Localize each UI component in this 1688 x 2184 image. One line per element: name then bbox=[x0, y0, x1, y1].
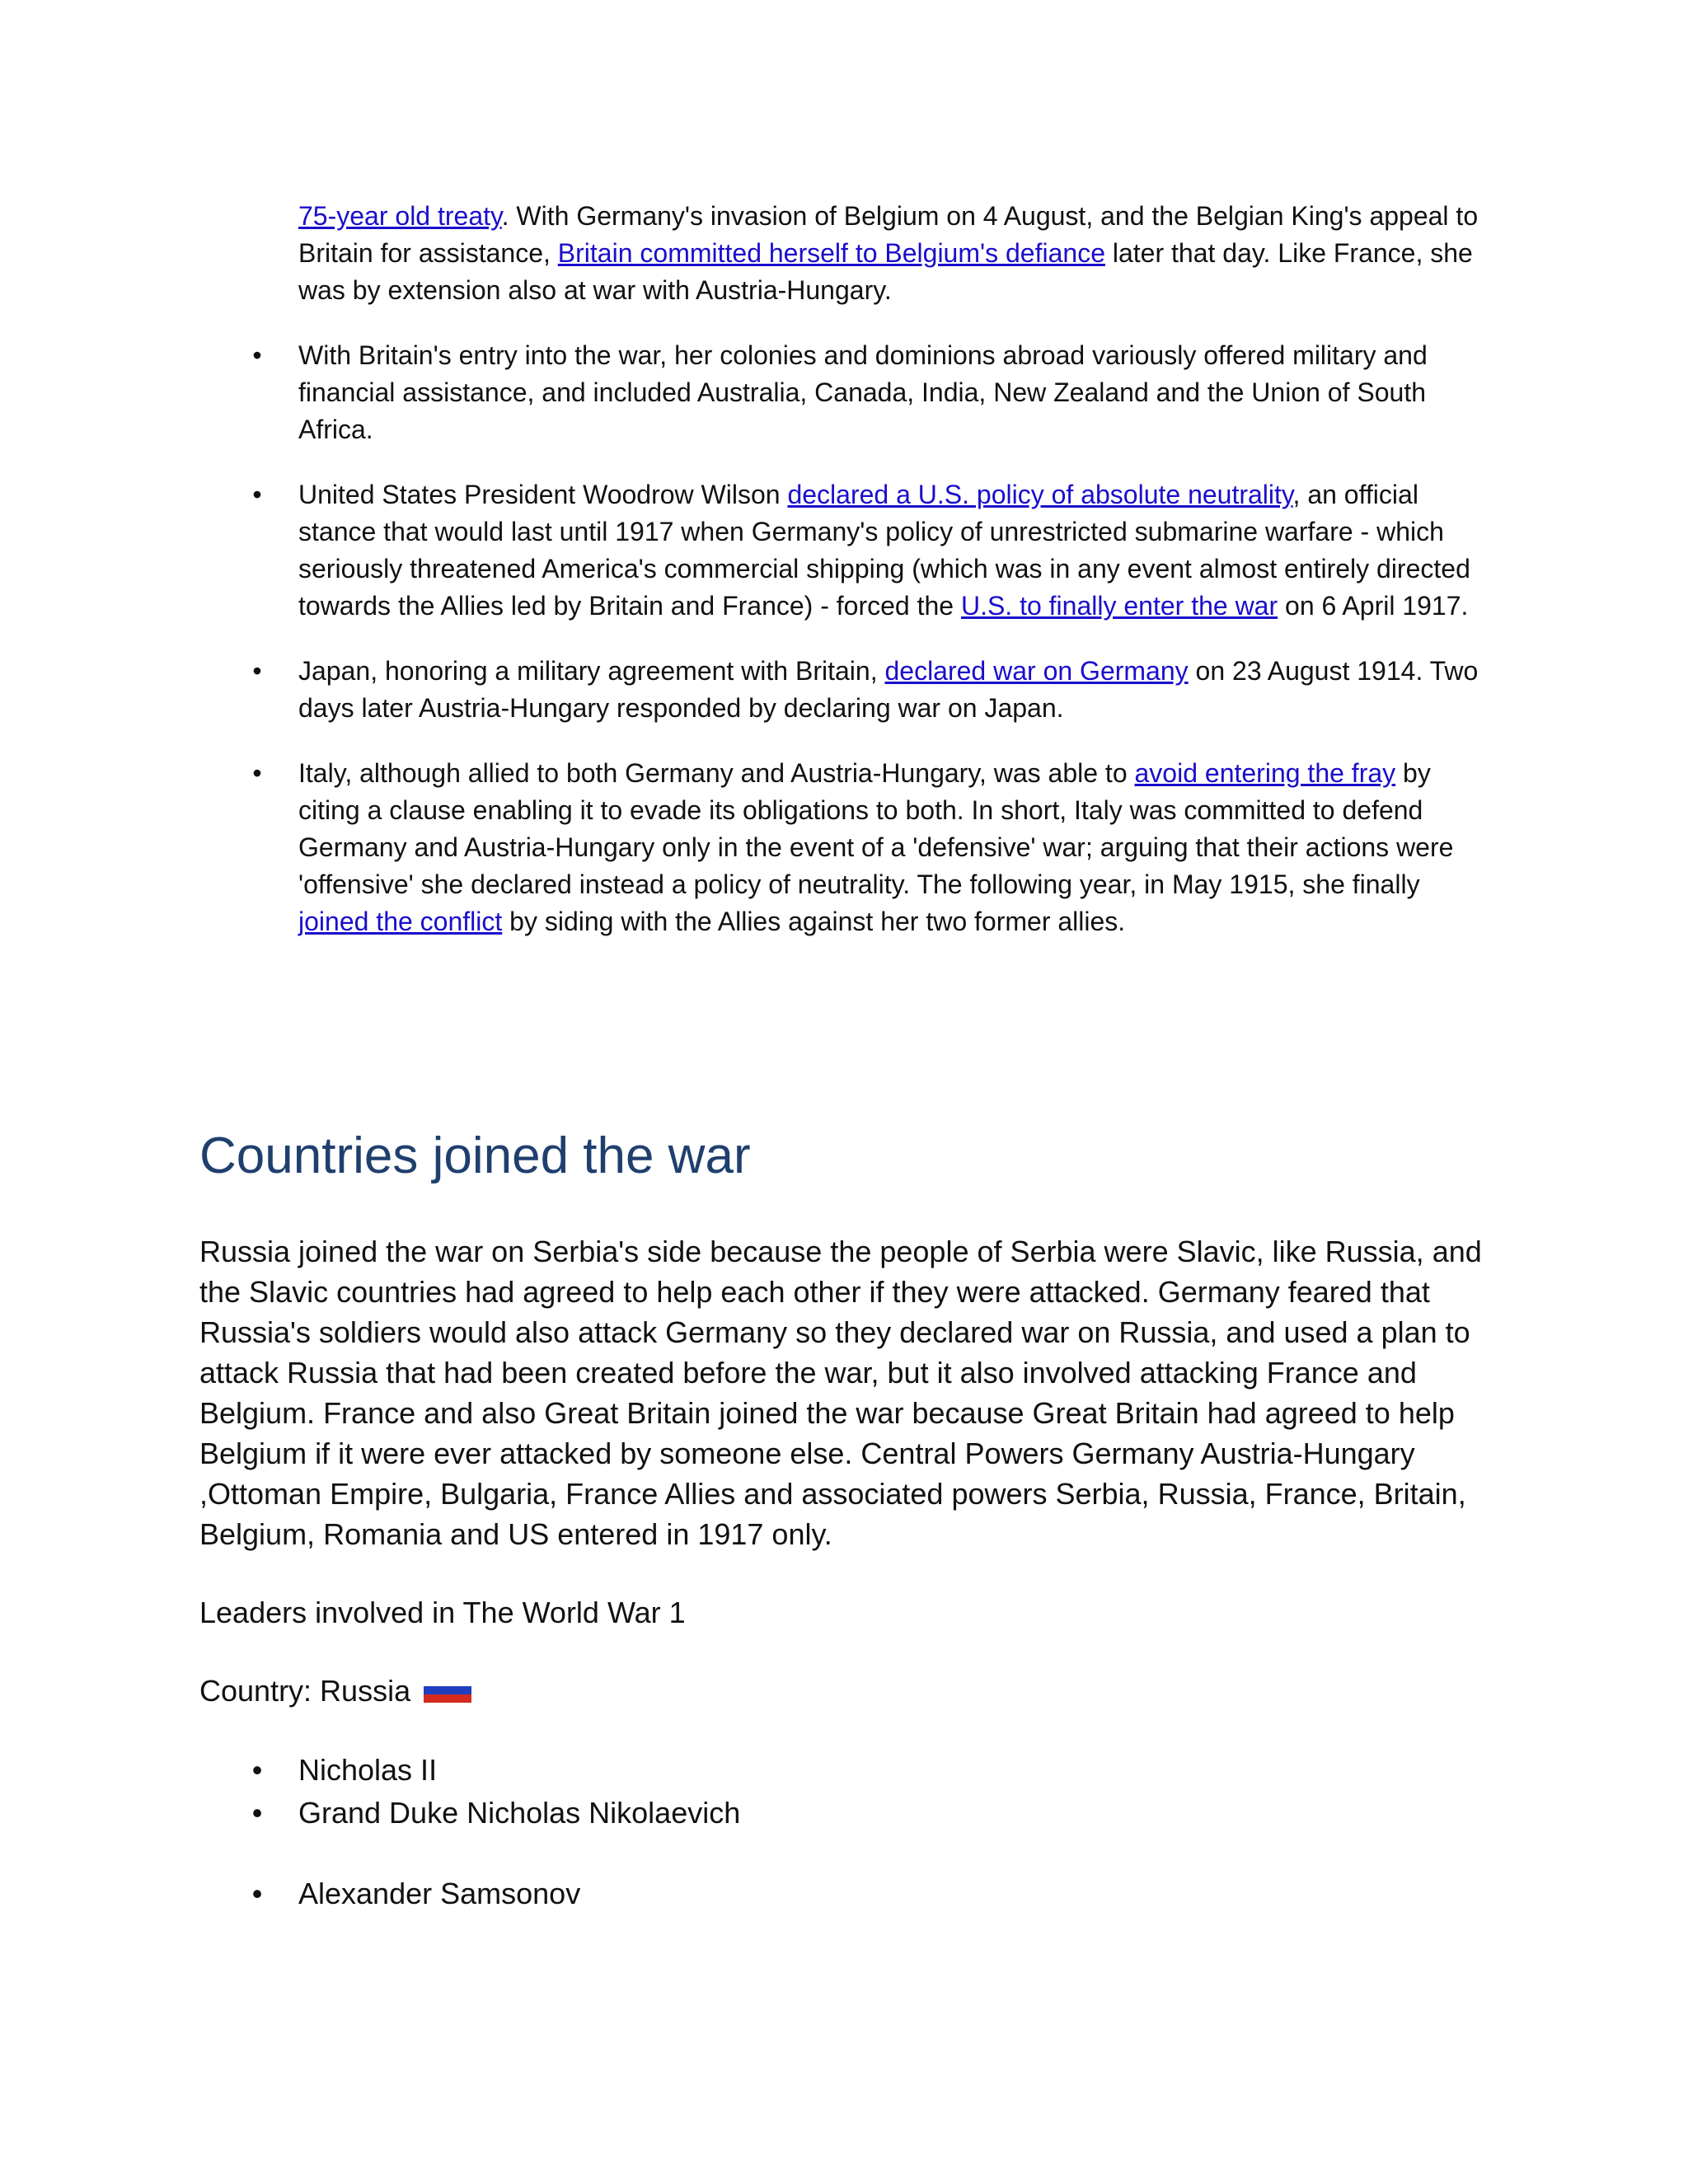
text: by citing a clause enabling it to evade its obligations to both. In short, Italy was committed to defend Germany and Austria-Hungary only in the event of a 'defensive' war; arguing that their actions were 'offensive' she declared instead a policy of neutrality. The following year, in May 1915, she finally bbox=[298, 758, 1454, 899]
leader-name: Grand Duke Nicholas Nikolaevich bbox=[298, 1796, 741, 1830]
section-heading: Countries joined the war bbox=[199, 1127, 751, 1184]
link-avoid-fray[interactable]: avoid entering the fray bbox=[1134, 758, 1396, 788]
list-item-continuation bbox=[298, 198, 1493, 309]
leaders-title: Leaders involved in The World War 1 bbox=[199, 1596, 686, 1629]
text: on 23 August 1914. Two days later Austria-Hungary responded by declaring war on Japan. bbox=[298, 656, 1479, 723]
link-us-enter-war[interactable]: U.S. to finally enter the war bbox=[960, 591, 1278, 621]
list-item-italy bbox=[199, 755, 1493, 940]
text: . With Germany's invasion of Belgium on 4 August, and the Belgian King's appeal to Britain for assistance, bbox=[298, 201, 1479, 268]
link-joined-conflict[interactable]: joined the conflict bbox=[298, 907, 503, 936]
leader-name: Alexander Samsonov bbox=[298, 1877, 581, 1910]
text: later that day. Like France, she was by extension also at war with Austria-Hungary. bbox=[298, 238, 1473, 305]
link-75-year-treaty[interactable]: 75-year old treaty bbox=[298, 201, 502, 231]
list-item-us bbox=[199, 476, 1493, 625]
list-item-colonies bbox=[199, 337, 1493, 448]
leader-name: Nicholas II bbox=[298, 1753, 438, 1787]
bullet-icon: • bbox=[252, 340, 262, 370]
bullet-icon: • bbox=[251, 1753, 263, 1787]
section-body bbox=[199, 1231, 1493, 1915]
bullet-icon: • bbox=[252, 480, 262, 509]
leader-item bbox=[199, 1872, 1493, 1915]
leader-item bbox=[199, 1792, 1493, 1835]
link-britain-committed[interactable]: Britain committed herself to Belgium's defiance bbox=[557, 238, 1105, 268]
list-item-japan bbox=[199, 653, 1493, 727]
text: , an official stance that would last until 1917 when Germany's policy of unrestricted submarine warfare - which seriously threatened America's commercial shipping (which was in any event almost entirely directed towards the Allies led by Britain and France) - forced the bbox=[298, 480, 1470, 621]
leaders-list bbox=[199, 1749, 1493, 1915]
link-japan-declared-war[interactable]: declared war on Germany bbox=[884, 656, 1189, 686]
text: United States President Woodrow Wilson bbox=[298, 480, 788, 509]
text: by siding with the Allies against her two former allies. bbox=[502, 907, 1126, 936]
bullet-icon: • bbox=[251, 1796, 263, 1830]
text: Italy, although allied to both Germany and Austria-Hungary, was able to bbox=[298, 758, 1135, 788]
text: Japan, honoring a military agreement with Britain, bbox=[298, 656, 885, 686]
bullet-icon: • bbox=[251, 1877, 263, 1910]
top-list bbox=[199, 198, 1493, 940]
text: on 6 April 1917. bbox=[1278, 591, 1469, 621]
bullet-icon: • bbox=[252, 656, 262, 686]
section-paragraph: Russia joined the war on Serbia's side because the people of Serbia were Slavic, like Russia, and the Slavic countries had agreed to help each other if they were attacked. Germany feared that Russia's soldiers would also attack Germany so they declared war on Russia, and used a plan to attack Russia that had been created before the war, but it also involved attacking France and Belgium. France and also Great Britain joined the war because Great Britain had agreed to help Belgium if it were ever attacked by someone else. Central Powers Germany Austria-Hungary ,Ottoman Empire, Bulgaria, France Allies and associated powers Serbia, Russia, France, Britain, Belgium, Romania and US entered in 1917 only. bbox=[199, 1235, 1482, 1551]
link-us-neutrality[interactable]: declared a U.S. policy of absolute neutrality bbox=[787, 480, 1293, 509]
country-label: Country: Russia bbox=[199, 1674, 411, 1708]
leader-item bbox=[199, 1749, 1493, 1792]
russia-flag-icon bbox=[424, 1678, 471, 1703]
country-line bbox=[199, 1671, 1493, 1711]
bullet-icon: • bbox=[252, 758, 262, 788]
text: With Britain's entry into the war, her colonies and dominions abroad variously offered military and financial assistance, and included Australia, Canada, India, New Zealand and the Union of South Africa. bbox=[298, 340, 1428, 444]
